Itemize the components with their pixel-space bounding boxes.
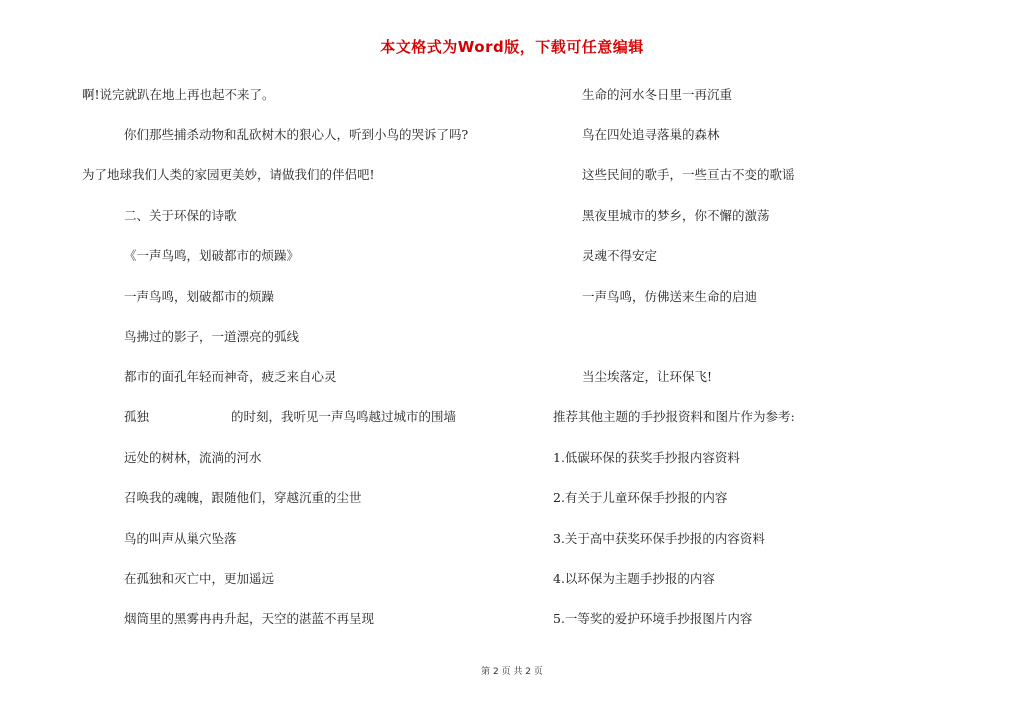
poem-line: 召唤我的魂魄，跟随他们，穿越沉重的尘世: [124, 490, 362, 505]
poem-line: 鸟拂过的影子，一道漂亮的弧线: [124, 329, 300, 344]
recommendation-item[interactable]: 2.有关于儿童环保手抄报的内容: [553, 490, 728, 505]
poem-line: 这些民间的歌手，一些亘古不变的歌谣: [582, 167, 795, 182]
poem-line: 一声鸟鸣，划破都市的烦躁: [124, 289, 275, 304]
poem-line: 鸟在四处追寻落巢的森林: [582, 127, 720, 142]
poem-line-start: 孤独: [124, 409, 150, 424]
recommendation-item[interactable]: 1.低碳环保的获奖手抄报内容资料: [553, 450, 740, 465]
download-banner: 本文格式为Word版，下载可任意编辑: [380, 38, 644, 56]
poem-line: 远处的树林，流淌的河水: [124, 450, 262, 465]
poem-line: 灵魂不得安定: [582, 248, 658, 263]
text-line: 为了地球我们人类的家园更美妙，请做我们的伴侣吧!: [82, 167, 375, 182]
poem-line: [124, 409, 456, 425]
poem-line: 在孤独和灭亡中，更加遥远: [124, 571, 275, 586]
recommendation-item[interactable]: 3.关于高中获奖环保手抄报的内容资料: [553, 531, 765, 546]
section-heading: 二、关于环保的诗歌: [124, 208, 237, 223]
poem-line: 黑夜里城市的梦乡，你不懈的激荡: [582, 208, 770, 223]
poem-line: 一声鸟鸣，仿佛送来生命的启迪: [582, 289, 758, 304]
poem-title: 《一声鸟鸣，划破都市的烦躁》: [124, 248, 300, 263]
recommendation-item[interactable]: 5.一等奖的爱护环境手抄报图片内容: [553, 611, 753, 626]
text-line: 你们那些捕杀动物和乱砍树木的狠心人，听到小鸟的哭诉了吗?: [124, 127, 469, 142]
poem-line: 当尘埃落定，让环保飞!: [582, 369, 713, 384]
recommendation-heading: 推荐其他主题的手抄报资料和图片作为参考:: [553, 409, 795, 424]
poem-line: 烟筒里的黑雾冉冉升起，天空的湛蓝不再呈现: [124, 611, 375, 626]
recommendation-item[interactable]: 4.以环保为主题手抄报的内容: [553, 571, 715, 586]
text-line: 啊!说完就趴在地上再也起不来了。: [82, 87, 275, 102]
poem-line: 生命的河水冬日里一再沉重: [582, 87, 733, 102]
poem-line: 鸟的叫声从巢穴坠落: [124, 531, 237, 546]
poem-line: 都市的面孔年轻而神奇，疲乏来自心灵: [124, 369, 337, 384]
page-number: 第 2 页 共 2 页: [481, 667, 543, 677]
poem-line-end: 的时刻，我听见一声鸟鸣越过城市的围墙: [231, 409, 457, 424]
